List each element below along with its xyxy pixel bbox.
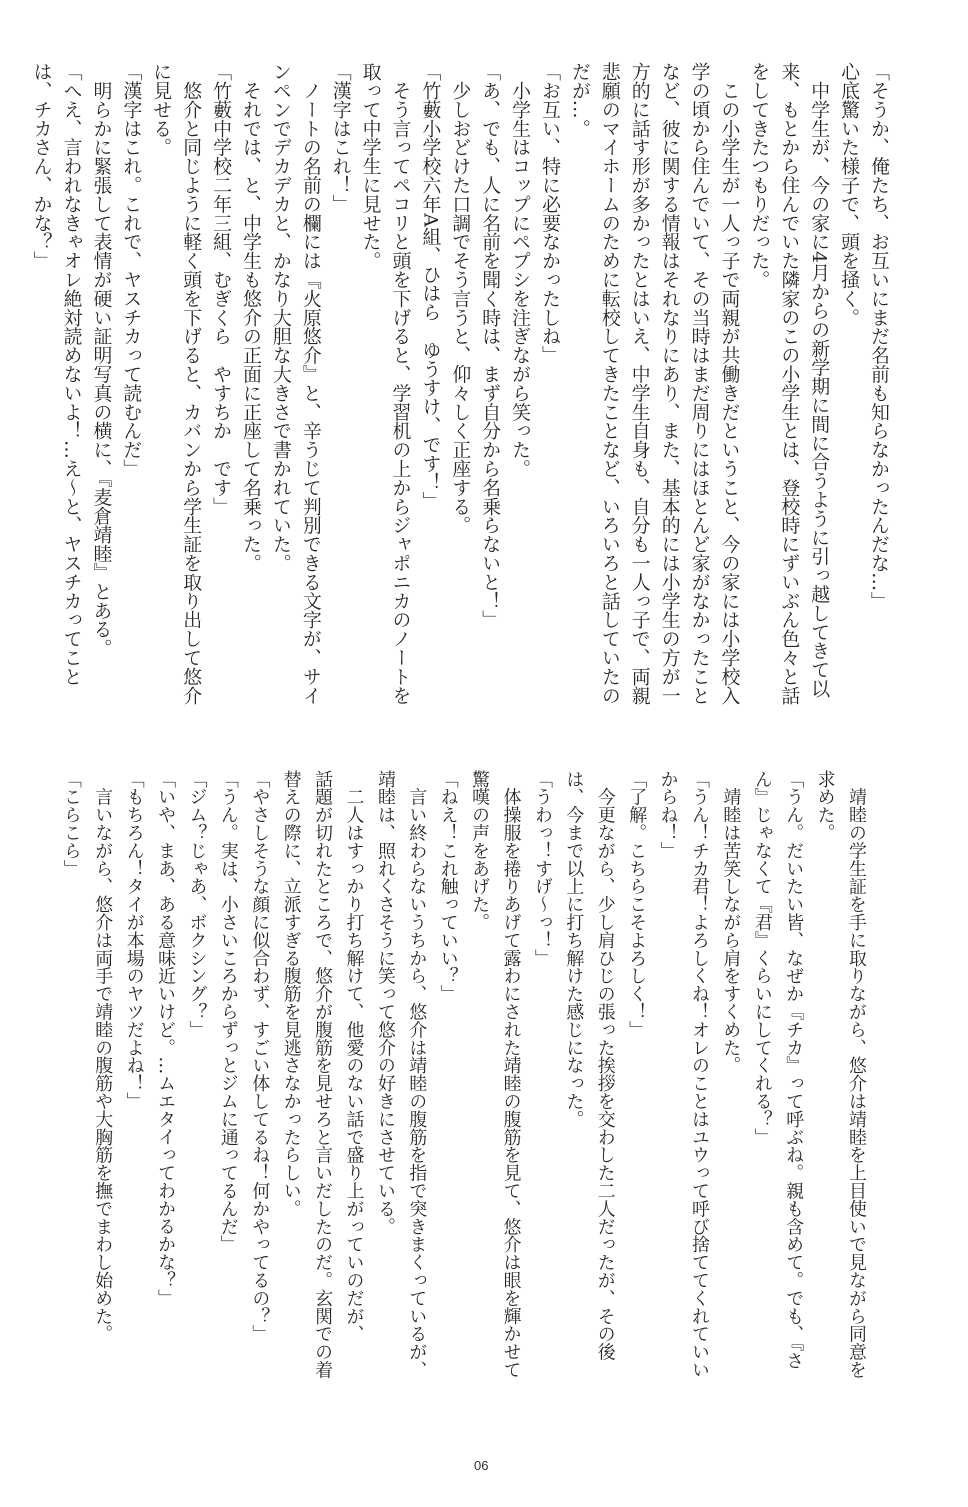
text-line: 「うわっ！すげ～っ！」 <box>531 770 553 967</box>
text-line: 「いや、まあ、ある意味近いけど。…ムエタイってわかるかな？」 <box>155 770 177 1307</box>
text-line: 「やさしそうな顔に似合わず、すごい体してるね！何かやってるの？」 <box>249 770 271 1343</box>
text-line: 替えの際に、立派すぎる腹筋を見逃さなかったらしい。 <box>280 770 302 1218</box>
text-line: 靖睦は、照れくさそうに笑って悠介の好きにさせている。 <box>374 770 396 1236</box>
text-line: 「こらこら」 <box>60 770 82 878</box>
text-line: 学の頃から住んでいて、その当時はまだ周りにはほとんど家がなかったこと <box>688 62 711 705</box>
text-line: ん』じゃなくて『君』くらいにしてくれる？」 <box>751 770 773 1146</box>
text-line: 「漢字はこれ！」 <box>329 62 352 214</box>
text-line: 「へえ、言われなきゃオレ絶対読めないよ！…え～と、ヤスチカってこと <box>60 62 83 686</box>
text-line: 「竹藪中学校二年三組、むぎくら やすちか です」 <box>210 62 233 516</box>
text-line: 驚嘆の声をあげた。 <box>469 770 491 932</box>
text-line: 「ジム？じゃあ、ボクシング？」 <box>186 770 208 1039</box>
text-line: 「あ、でも、人に名前を聞く時は、まず自分から名乗らないと！」 <box>479 62 502 629</box>
text-line: 少しおどけた口調でそう言うと、仰々しく正座する。 <box>449 62 472 535</box>
text-line: は、チカさん、かな？」 <box>30 62 53 270</box>
text-line: 取って中学生に見せた。 <box>359 62 382 270</box>
text-line: 来、もとから住んでいた隣家のこの小学生とは、登校時にずいぶん色々と話 <box>778 62 801 705</box>
text-line: 今更ながら、少し肩ひじの張った挨拶を交わした二人だったが、その後 <box>594 770 616 1361</box>
text-line: 方的に話す形が多かったとはいえ、中学生自身も、自分も一人っ子で、両親 <box>628 62 651 705</box>
text-line: ノートの名前の欄には『火原悠介』と、辛うじて判別できる文字が、サイ <box>299 62 322 705</box>
text-line: 「ねえ！これ触っていい？」 <box>437 770 459 1003</box>
text-line: 中学生が、今の家に4月からの新学期に間に合うように引っ越してきて以 <box>808 62 831 698</box>
text-line: 悲願のマイホームのために転校してきたことなど、いろいろと話していたの <box>598 62 621 705</box>
text-line: に見せる。 <box>150 62 173 157</box>
text-line: 求めた。 <box>814 770 836 842</box>
text-line: 「うん！チカ君！よろしくね！オレのことはユウって呼び捨ててくれていい <box>688 770 710 1379</box>
text-block-lower <box>55 770 872 1390</box>
text-line: 言いながら、悠介は両手で靖睦の腹筋や大胸筋を撫でまわし始めた。 <box>92 770 114 1343</box>
text-line: 体操服を捲りあげて露わにされた靖睦の腹筋を見て、悠介は眼を輝かせて <box>500 770 522 1379</box>
text-line: それでは、と、中学生も悠介の正面に正座して名乗った。 <box>239 62 262 573</box>
text-line: ンペンでデカデカと、かなり大胆な大きさで書かれていた。 <box>269 62 292 573</box>
text-line: 「うん。だいたい皆、なぜか『チカ』って呼ぶね。親も含めて。でも、『さ <box>783 770 805 1370</box>
text-line: そう言ってペコリと頭を下げると、学習机の上からジャポニカのノートを <box>389 62 412 705</box>
text-line: 靖睦は苦笑しながら肩をすくめた。 <box>720 770 742 1075</box>
text-line: 「了解。こちらこそよろしく！」 <box>626 770 648 1039</box>
text-line: からね！」 <box>657 770 679 860</box>
page-number: 06 <box>474 1458 489 1473</box>
text-line: など、彼に関する情報はそれなりにあり、また、基本的には小学生の方が一 <box>658 62 681 705</box>
text-line: 「お互い、特に必要なかったしね」 <box>539 62 562 365</box>
text-line: 「そうか、俺たち、お互いにまだ名前も知らなかったんだな…」 <box>868 62 890 611</box>
text-line: 靖睦の学生証を手に取りながら、悠介は靖睦を上目使いで見ながら同意を <box>846 770 867 1379</box>
text-line: は、今まで以上に打ち解けた感じになった。 <box>563 770 585 1128</box>
text-line: 二人はすっかり打ち解けて、他愛のない話で盛り上がっていのだが、 <box>343 770 365 1343</box>
text-line: 「もちろん！タイが本場のヤツだよね！」 <box>123 770 145 1111</box>
text-line: だが…。 <box>568 62 591 138</box>
text-line: 明らかに緊張して表情が硬い証明写真の横に、『麦倉靖睦』とある。 <box>90 62 113 658</box>
text-line: 小学生はコップにペプシを注ぎながら笑った。 <box>509 62 532 478</box>
text-line: この小学生が一人っ子で両親が共働きだということ、今の家には小学校入 <box>718 62 741 705</box>
text-line: 「竹藪小学校六年A組、ひはら ゆうすけ、です！」 <box>419 62 442 511</box>
text-block-upper <box>26 62 893 712</box>
text-line: 心底驚いた様子で、頭を掻く。 <box>838 62 861 327</box>
text-line: 話題が切れたところで、悠介が腹筋を見せろと言いだしたのだ。玄関での着 <box>312 770 334 1379</box>
text-line: 言い終わらないうちから、悠介は靖睦の腹筋を指で突きまくっているが、 <box>406 770 428 1379</box>
text-line: 「漢字はこれ。これで、ヤスチカって読むんだ」 <box>120 62 143 478</box>
text-line: 「うん。実は、小さいころからずっとジムに通ってるんだ」 <box>217 770 239 1254</box>
text-line: をしてきたつもりだった。 <box>748 62 771 289</box>
text-line: 悠介と同じように軽く頭を下げると、カバンから学生証を取り出して悠介 <box>180 62 203 705</box>
